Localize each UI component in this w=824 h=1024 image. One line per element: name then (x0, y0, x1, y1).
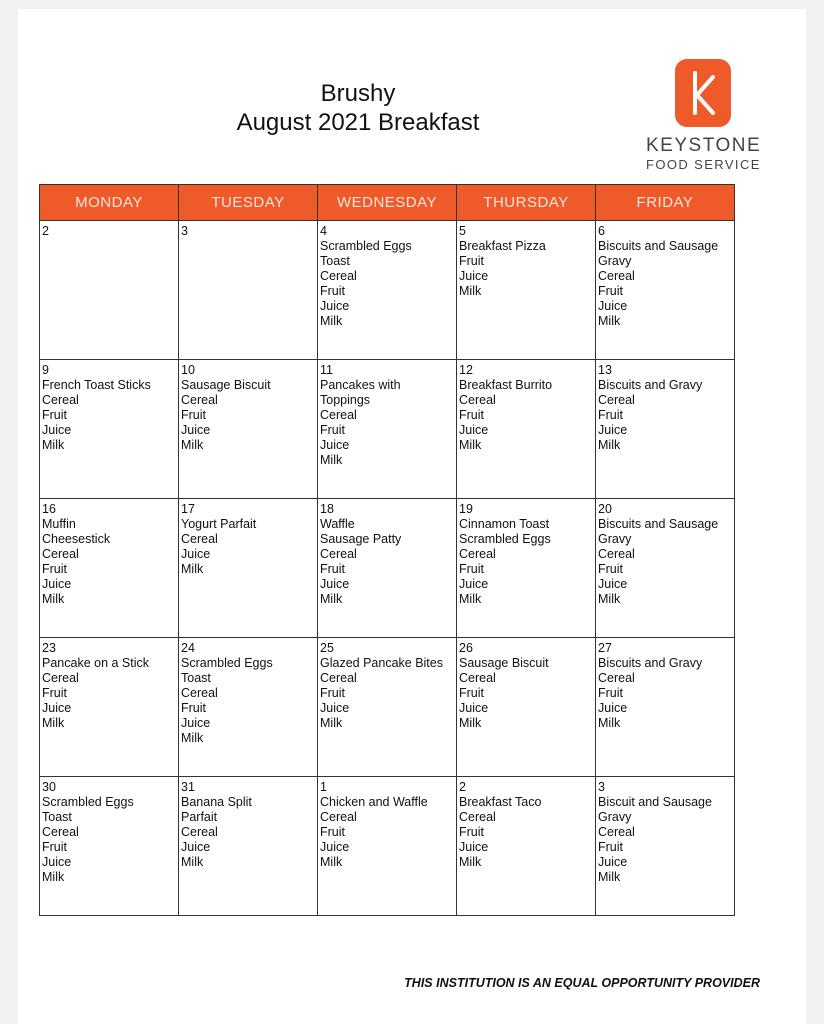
equal-opportunity-statement: THIS INSTITUTION IS AN EQUAL OPPORTUNITY PROVIDER (404, 976, 760, 990)
menu-item: Biscuits and Gravy (598, 378, 703, 392)
calendar-body (40, 221, 735, 916)
menu-item: Juice (320, 701, 350, 715)
menu-item: Cereal (42, 671, 79, 685)
school-name: Brushy (320, 80, 396, 107)
day-cell (457, 221, 596, 360)
menu-item: Juice (181, 716, 211, 730)
weekday-header: WEDNESDAY (318, 185, 457, 221)
menu-item: Sausage Biscuit (459, 656, 549, 670)
day-number: 23 (42, 641, 56, 655)
menu-item: Sausage Biscuit (181, 378, 271, 392)
menu-item: Biscuits and Sausage (598, 517, 719, 531)
menu-item: Fruit (459, 254, 484, 268)
menu-item: Gravy (598, 254, 632, 268)
menu-item: Gravy (598, 810, 632, 824)
day-number: 12 (459, 363, 473, 377)
menu-item: Fruit (42, 562, 67, 576)
day-number: 17 (181, 502, 195, 516)
day-number: 2 (459, 780, 466, 794)
menu-item: Fruit (181, 701, 206, 715)
menu-item: Cereal (181, 393, 218, 407)
menu-item: Milk (320, 716, 343, 730)
menu-item: Parfait (181, 810, 218, 824)
menu-item: Biscuit and Sausage (598, 795, 712, 809)
day-number: 18 (320, 502, 334, 516)
menu-item: Scrambled Eggs (42, 795, 134, 809)
menu-item: Gravy (598, 532, 632, 546)
day-cell (40, 638, 179, 777)
menu-item: Toast (42, 810, 72, 824)
menu-item: Fruit (320, 562, 345, 576)
menu-item: Glazed Pancake Bites (320, 656, 443, 670)
menu-item: Cereal (459, 671, 496, 685)
menu-item: Cereal (42, 825, 79, 839)
menu-calendar (39, 184, 735, 916)
day-cell (318, 638, 457, 777)
menu-item: Fruit (598, 686, 623, 700)
menu-item: Milk (42, 438, 65, 452)
menu-item: Cereal (598, 825, 635, 839)
day-cell (179, 499, 318, 638)
menu-item: Toast (181, 671, 211, 685)
menu-item: Juice (320, 299, 350, 313)
k-logo-icon (675, 59, 731, 127)
menu-item: Cereal (181, 686, 218, 700)
day-cell (40, 221, 179, 360)
day-cell (596, 638, 735, 777)
day-number: 27 (598, 641, 612, 655)
menu-item: Toast (320, 254, 350, 268)
logo-wordmark: KEYSTONE (646, 135, 762, 156)
menu-item: Juice (459, 701, 489, 715)
day-number: 19 (459, 502, 473, 516)
day-cell (596, 360, 735, 499)
menu-item: Juice (598, 423, 628, 437)
menu-item: Milk (42, 592, 65, 606)
menu-item: Cereal (598, 393, 635, 407)
menu-item: Milk (459, 592, 482, 606)
menu-item: Milk (181, 731, 204, 745)
day-number: 11 (320, 363, 333, 377)
menu-item: Cinnamon Toast (459, 517, 550, 531)
day-number: 26 (459, 641, 473, 655)
menu-item: Fruit (598, 562, 623, 576)
menu-item: Juice (320, 438, 350, 452)
menu-item: Chicken and Waffle (320, 795, 428, 809)
menu-item: Breakfast Pizza (459, 239, 546, 253)
logo-subtitle: FOOD SERVICE (646, 157, 761, 172)
menu-item: Banana Split (181, 795, 252, 809)
menu-item: Milk (598, 438, 621, 452)
menu-item: Milk (42, 716, 65, 730)
week-row (40, 360, 735, 499)
menu-item: Fruit (320, 825, 345, 839)
day-cell (457, 638, 596, 777)
menu-item: Milk (42, 870, 65, 884)
menu-item: Cereal (598, 547, 635, 561)
page-title (168, 79, 548, 137)
menu-item: Milk (459, 284, 482, 298)
menu-item: Biscuits and Sausage (598, 239, 719, 253)
menu-item: Fruit (459, 686, 484, 700)
week-row (40, 777, 735, 916)
menu-item: Fruit (42, 840, 67, 854)
day-cell (179, 638, 318, 777)
day-number: 3 (598, 780, 605, 794)
day-number: 16 (42, 502, 56, 516)
menu-item: Fruit (598, 408, 623, 422)
menu-item: Fruit (598, 840, 623, 854)
week-row (40, 638, 735, 777)
menu-item: Juice (459, 423, 489, 437)
menu-item: Juice (598, 299, 628, 313)
menu-item: Cereal (459, 393, 496, 407)
menu-item: Milk (598, 870, 621, 884)
menu-item: Scrambled Eggs (181, 656, 273, 670)
menu-item: Juice (320, 840, 350, 854)
menu-item: Cereal (320, 269, 357, 283)
menu-item: Cereal (42, 393, 79, 407)
menu-item: Fruit (42, 408, 67, 422)
menu-item: Fruit (181, 408, 206, 422)
day-number: 24 (181, 641, 195, 655)
menu-item: French Toast Sticks (42, 378, 151, 392)
menu-item: Juice (181, 547, 211, 561)
menu-item: Fruit (320, 423, 345, 437)
menu-item: Cereal (598, 671, 635, 685)
menu-item: Cereal (320, 408, 357, 422)
menu-item: Juice (42, 423, 72, 437)
menu-item: Milk (320, 453, 343, 467)
menu-item: Fruit (320, 284, 345, 298)
weekday-header: MONDAY (40, 185, 179, 221)
weekday-header: FRIDAY (596, 185, 735, 221)
menu-item: Juice (42, 855, 72, 869)
day-cell (318, 777, 457, 916)
menu-item: Biscuits and Gravy (598, 656, 703, 670)
menu-item: Fruit (459, 562, 484, 576)
day-cell (457, 499, 596, 638)
menu-item: Breakfast Taco (459, 795, 542, 809)
menu-item: Juice (459, 577, 489, 591)
day-cell (318, 360, 457, 499)
menu-item: Pancake on a Stick (42, 656, 150, 670)
day-cell (457, 777, 596, 916)
menu-item: Milk (320, 855, 343, 869)
menu-item: Fruit (42, 686, 67, 700)
menu-item: Fruit (459, 408, 484, 422)
weekday-header: TUESDAY (179, 185, 318, 221)
day-number: 5 (459, 224, 466, 238)
day-number: 13 (598, 363, 612, 377)
menu-item: Milk (320, 314, 343, 328)
menu-item: Juice (598, 855, 628, 869)
day-number: 6 (598, 224, 605, 238)
menu-item: Cereal (181, 532, 218, 546)
menu-item: Milk (181, 855, 204, 869)
week-row (40, 499, 735, 638)
menu-item: Cereal (320, 810, 357, 824)
menu-item: Scrambled Eggs (459, 532, 551, 546)
day-cell (596, 221, 735, 360)
day-number: 31 (181, 780, 195, 794)
menu-item: Juice (42, 577, 72, 591)
menu-item: Pancakes with (320, 378, 401, 392)
menu-item: Juice (181, 840, 211, 854)
menu-item: Juice (42, 701, 72, 715)
menu-item: Cereal (459, 547, 496, 561)
day-number: 30 (42, 780, 56, 794)
menu-item: Cheesestick (42, 532, 111, 546)
day-cell (179, 777, 318, 916)
menu-item: Milk (459, 438, 482, 452)
day-cell (318, 221, 457, 360)
menu-item: Milk (459, 716, 482, 730)
menu-item: Milk (598, 592, 621, 606)
menu-item: Fruit (320, 686, 345, 700)
day-cell (40, 499, 179, 638)
menu-item: Yogurt Parfait (181, 517, 257, 531)
menu-item: Fruit (459, 825, 484, 839)
day-number: 25 (320, 641, 334, 655)
weekday-header: THURSDAY (457, 185, 596, 221)
day-cell (318, 499, 457, 638)
menu-item: Juice (459, 840, 489, 854)
menu-item: Scrambled Eggs (320, 239, 412, 253)
weekday-header-row (40, 185, 735, 221)
menu-subtitle: August 2021 Breakfast (236, 109, 480, 136)
menu-item: Waffle (320, 517, 355, 531)
menu-item: Cereal (181, 825, 218, 839)
menu-item: Cereal (42, 547, 79, 561)
menu-item: Juice (181, 423, 211, 437)
menu-item: Milk (181, 438, 204, 452)
menu-item: Juice (598, 701, 628, 715)
day-number: 20 (598, 502, 612, 516)
week-row (40, 221, 735, 360)
menu-item: Juice (598, 577, 628, 591)
menu-item: Cereal (598, 269, 635, 283)
menu-item: Juice (320, 577, 350, 591)
menu-item: Milk (598, 314, 621, 328)
menu-item: Milk (181, 562, 204, 576)
menu-item: Cereal (320, 547, 357, 561)
menu-item: Breakfast Burrito (459, 378, 553, 392)
day-number: 2 (42, 224, 49, 238)
menu-item: Juice (459, 269, 489, 283)
day-number: 9 (42, 363, 49, 377)
menu-item: Milk (459, 855, 482, 869)
day-cell (457, 360, 596, 499)
day-number: 10 (181, 363, 195, 377)
menu-item: Toppings (320, 393, 371, 407)
day-cell (179, 360, 318, 499)
day-cell (40, 777, 179, 916)
day-number: 3 (181, 224, 188, 238)
menu-item: Cereal (320, 671, 357, 685)
day-number: 1 (320, 780, 327, 794)
menu-item: Fruit (598, 284, 623, 298)
keystone-logo (646, 57, 776, 177)
menu-item: Milk (598, 716, 621, 730)
day-number: 4 (320, 224, 327, 238)
day-cell (596, 499, 735, 638)
menu-item: Muffin (42, 517, 76, 531)
menu-item: Cereal (459, 810, 496, 824)
menu-item: Milk (320, 592, 343, 606)
day-cell (596, 777, 735, 916)
menu-item: Sausage Patty (320, 532, 402, 546)
day-cell (40, 360, 179, 499)
day-cell (179, 221, 318, 360)
